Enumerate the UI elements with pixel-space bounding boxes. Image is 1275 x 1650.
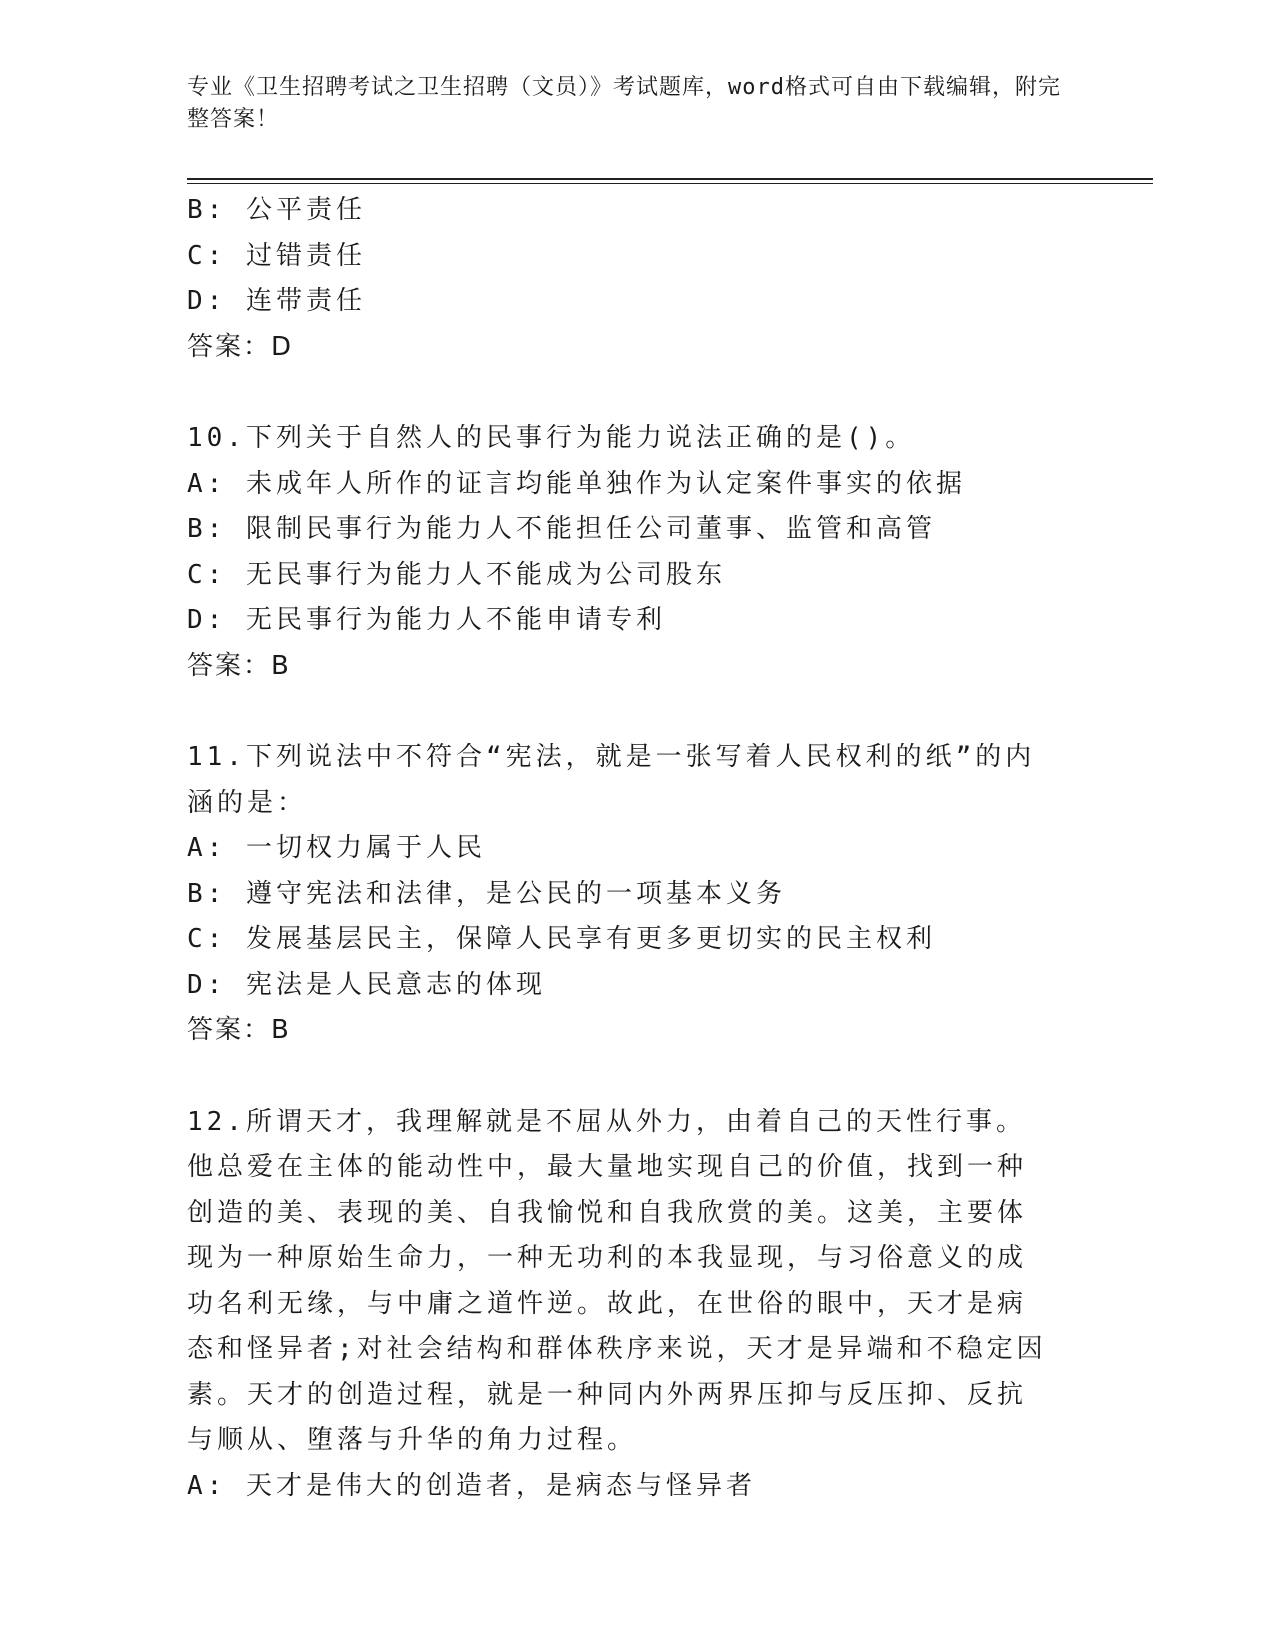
- question-block-9: [187, 188, 1087, 370]
- option-a: A: 天才是伟大的创造者，是病态与怪异者: [187, 1470, 756, 1501]
- question-stem: 10.下列关于自然人的民事行为能力说法正确的是()。: [187, 423, 916, 453]
- question-stem: 12.所谓天才，我理解就是不屈从外力，由着自己的天性行事。他总爱在主体的能动性中，最大量地实现自己的价值，找到一种创造的美、表现的美、自我愉悦和自我欣赏的美。这美，主要体现为一种原始生命力，一种无功利的本我显现，与习俗意义的成功名利无缘，与中庸之道忤逆。故此，在世俗的眼中，天才是病态和怪异者;对社会结构和群体秩序来说，天才是异端和不稳定因素。天才的创造过程，就是一种同内外两界压抑与反压抑、反抗与顺从、堕落与升华的角力过程。: [187, 1106, 1047, 1455]
- question-list: [187, 188, 1087, 1509]
- document-header: 专业《卫生招聘考试之卫生招聘（文员）》考试题库，word格式可自由下载编辑，附完整答案！: [187, 75, 1061, 132]
- question-block-11: [187, 735, 1087, 1054]
- option-a: A: 一切权力属于人民: [187, 833, 486, 863]
- spacer: [187, 370, 1087, 416]
- option-c: C: 过错责任: [187, 240, 366, 271]
- question-block-12: [187, 1100, 1087, 1510]
- option-d: D: 无民事行为能力人不能申请专利: [187, 605, 666, 635]
- option-b: B: 公平责任: [187, 195, 366, 225]
- header-divider-thin: [187, 183, 1153, 184]
- option-d: D: 宪法是人民意志的体现: [187, 969, 546, 1000]
- option-d: D: 连带责任: [187, 286, 366, 316]
- spacer: [187, 1054, 1087, 1100]
- answer-line: 答案：B: [187, 650, 291, 681]
- answer-line: 答案：B: [187, 1015, 291, 1045]
- option-c: C: 无民事行为能力人不能成为公司股东: [187, 559, 726, 590]
- spacer: [187, 689, 1087, 735]
- question-block-10: [187, 416, 1087, 689]
- option-b: B: 限制民事行为能力人不能担任公司董事、监管和高管: [187, 514, 936, 544]
- answer-line: 答案：D: [187, 331, 294, 362]
- option-a: A: 未成年人所作的证言均能单独作为认定案件事实的依据: [187, 468, 966, 499]
- option-c: C: 发展基层民主，保障人民享有更多更切实的民主权利: [187, 924, 936, 954]
- option-b: B: 遵守宪法和法律，是公民的一项基本义务: [187, 878, 786, 909]
- header-divider-thick: [187, 178, 1153, 180]
- question-stem: 11.下列说法中不符合“宪法，就是一张写着人民权利的纸”的内涵的是：: [187, 742, 1036, 818]
